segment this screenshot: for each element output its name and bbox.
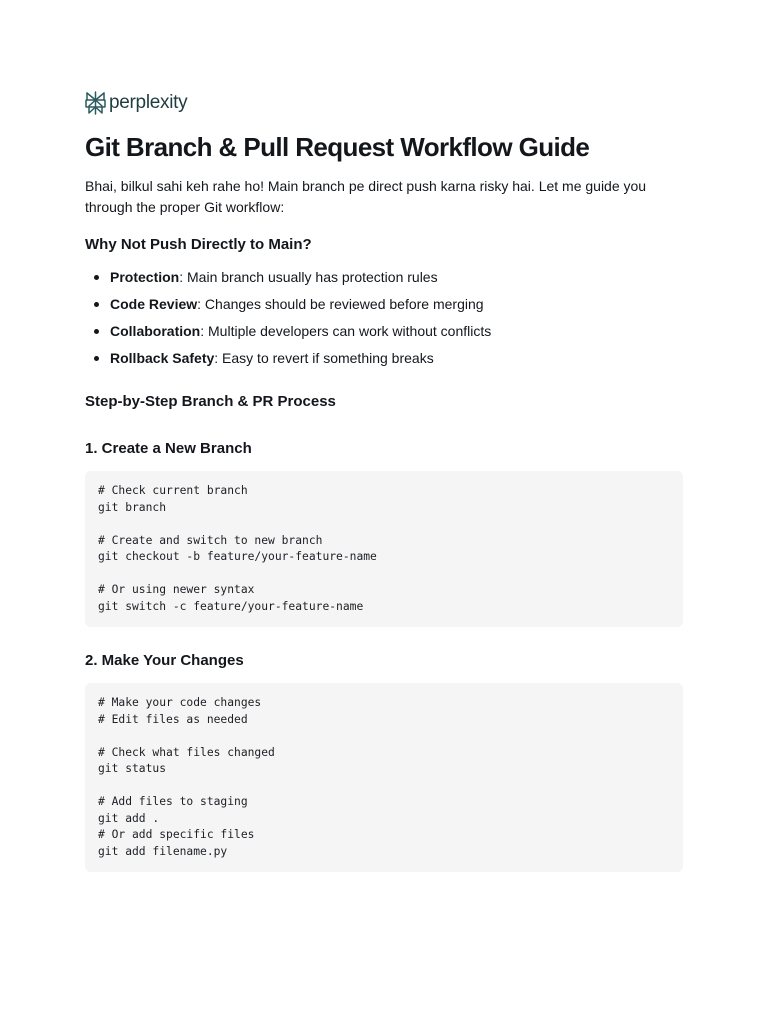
why-heading: Why Not Push Directly to Main? xyxy=(85,236,312,253)
perplexity-logo-icon xyxy=(85,91,106,115)
list-item-term: Collaboration xyxy=(110,323,201,339)
list-item-text: : Main branch usually has protection rules xyxy=(179,269,438,285)
list-item-term: Protection xyxy=(110,269,180,285)
list-item xyxy=(85,345,683,372)
list-item-text: : Changes should be reviewed before merging xyxy=(197,296,484,312)
brand-header xyxy=(85,88,683,118)
list-item xyxy=(85,264,683,291)
page-title: Git Branch & Pull Request Workflow Guide xyxy=(85,132,590,162)
step-1-heading: 1. Create a New Branch xyxy=(85,440,252,457)
list-item-term: Code Review xyxy=(110,296,198,312)
code-text[interactable]: # Check current branch git branch # Create and switch to new branch git checkout -b feature/your-feature-name # Or using newer syntax git switch -c feature/your-feature-name xyxy=(98,484,377,613)
step-2-heading: 2. Make Your Changes xyxy=(85,652,244,669)
document-page xyxy=(85,88,683,896)
why-list xyxy=(85,264,683,372)
process-heading: Step-by-Step Branch & PR Process xyxy=(85,393,336,410)
list-item-text: : Multiple developers can work without conflicts xyxy=(200,323,492,339)
code-text[interactable]: # Make your code changes # Edit files as needed # Check what files changed git status # Add files to staging git add . # Or add specific files git add filename.py xyxy=(98,696,275,858)
list-item xyxy=(85,318,683,345)
code-block[interactable] xyxy=(85,683,683,872)
list-item-term: Rollback Safety xyxy=(110,350,215,366)
code-block[interactable] xyxy=(85,471,683,627)
brand-name: perplexity xyxy=(109,92,188,113)
list-item xyxy=(85,291,683,318)
intro-paragraph: Bhai, bilkul sahi keh rahe ho! Main branch pe direct push karna risky hai. Let me guide you through the proper Git workflow: xyxy=(85,178,647,215)
list-item-text: : Easy to revert if something breaks xyxy=(214,350,434,366)
